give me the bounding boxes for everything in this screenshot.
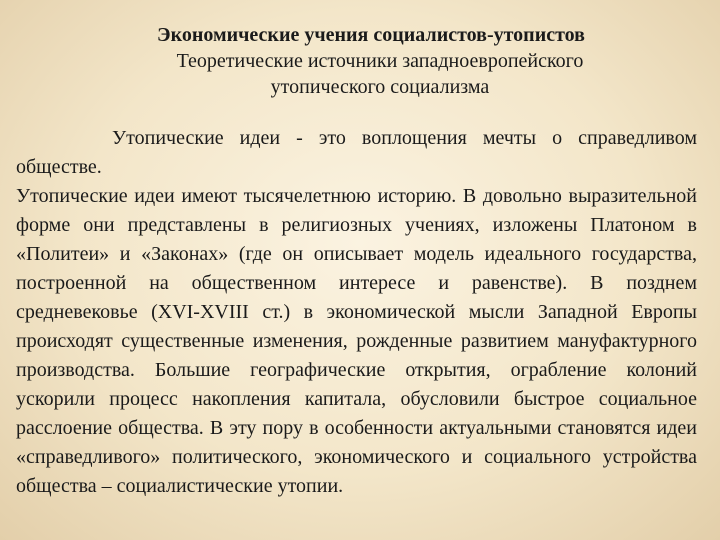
body-text xyxy=(16,124,697,501)
slide-title: Экономические учения социалистов-утопистов xyxy=(157,24,585,46)
title-block xyxy=(0,22,720,100)
paragraph-history: Утопические идеи имеют тысячелетнюю историю. В довольно выразительной форме они представлены в религиозных учениях, изложены Платоном в «Политеи» и «Законах» (где он описывает модель идеального государства, построенной на общественном интересе и равенстве). В позднем средневековье (XVI-XVIII ст.) в экономической мысли Западной Европы происходят существенные изменения, рожденные развитием мануфактурного производства. Большие географические открытия, ограбление колоний ускорили процесс накопления капитала, обусловили быстрое социальное расслоение общества. В эту пору в особенности актуальными становятся идеи «справедливого» политического, экономического и социального устройства общества – социалистические утопии. xyxy=(16,185,697,497)
slide-subtitle-line-1: Теоретические источники западноевропейского xyxy=(176,50,584,72)
paragraph-definition: Утопические идеи - это воплощения мечты о справедливом обществе. xyxy=(16,127,697,178)
slide-subtitle-line-2: утопического социализма xyxy=(270,76,490,98)
